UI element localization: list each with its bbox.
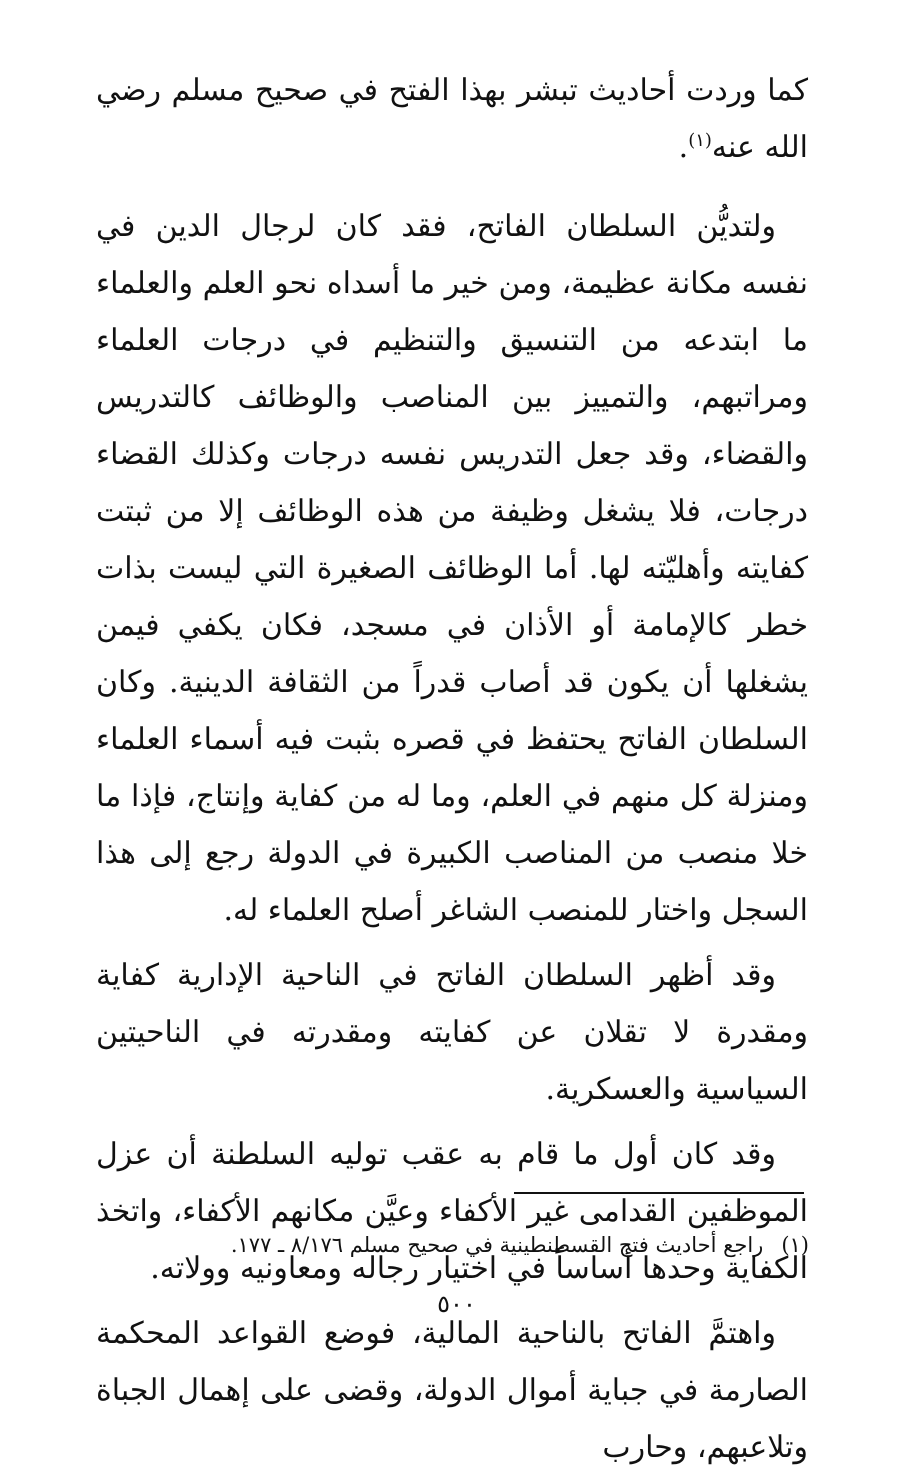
footnote-divider	[514, 1192, 804, 1194]
footnote-text: راجع أحاديث فتح القسطنطينية في صحيح مسلم ٨/١٧٦ ـ ١٧٧.	[230, 1233, 764, 1257]
paragraph-1-text: كما وردت أحاديث تبشر بهذا الفتح في صحيح مسلم رضي الله عنه	[96, 73, 808, 165]
page-body	[96, 62, 808, 1476]
paragraph-3: وقد أظهر السلطان الفاتح في الناحية الإدارية كفاية ومقدرة لا تقلان عن كفايته ومقدرته في الناحيتين السياسية والعسكرية.	[96, 958, 808, 1107]
paragraph-1-end: .	[678, 130, 689, 165]
paragraph-1	[96, 62, 808, 176]
paragraph-5: واهتمَّ الفاتح بالناحية المالية، فوضع القواعد المحكمة الصارمة في جباية أموال الدولة، وقضى على إهمال الجباة وتلاعبهم، وحارب	[96, 1316, 808, 1465]
paragraph-2: ولتديُّن السلطان الفاتح، فقد كان لرجال الدين في نفسه مكانة عظيمة، ومن خير ما أسداه نحو العلم والعلماء ما ابتدعه من التنسيق والتنظيم في درجات العلماء ومراتبهم، والتمييز بين المناصب والوظائف كالتدريس والقضاء، وقد جعل التدريس نفسه درجات وكذلك القضاء درجات، فلا يشغل وظيفة من هذه الوظائف إلا من ثبتت كفايته وأهليّته لها. أما الوظائف الصغيرة التي ليست بذات خطر كالإمامة أو الأذان في مسجد، فكان يكفي فيمن يشغلها أن يكون قد أصاب قدراً من الثقافة الدينية. وكان السلطان الفاتح يحتفظ في قصره بثبت فيه أسماء العلماء ومنزلة كل منهم في العلم، وما له من كفاية وإنتاج، فإذا ما خلا منصب من المناصب الكبيرة في الدولة رجع إلى هذا السجل واختار للمنصب الشاغر أصلح العلماء له.	[96, 209, 808, 928]
paragraph-4: وقد كان أول ما قام به عقب توليه السلطنة أن عزل الموظفين القدامى غير الأكفاء وعيَّن مكانهم الأكفاء، واتخذ الكفاية وحدها أساساً في اختيار رجاله ومعاونيه وولاته.	[96, 1137, 808, 1286]
page-number: ٥٠٠	[437, 1290, 476, 1318]
footnote-number: (١)	[781, 1233, 809, 1257]
footnote	[169, 1228, 809, 1262]
footnote-reference[interactable]: (١)	[688, 130, 712, 151]
